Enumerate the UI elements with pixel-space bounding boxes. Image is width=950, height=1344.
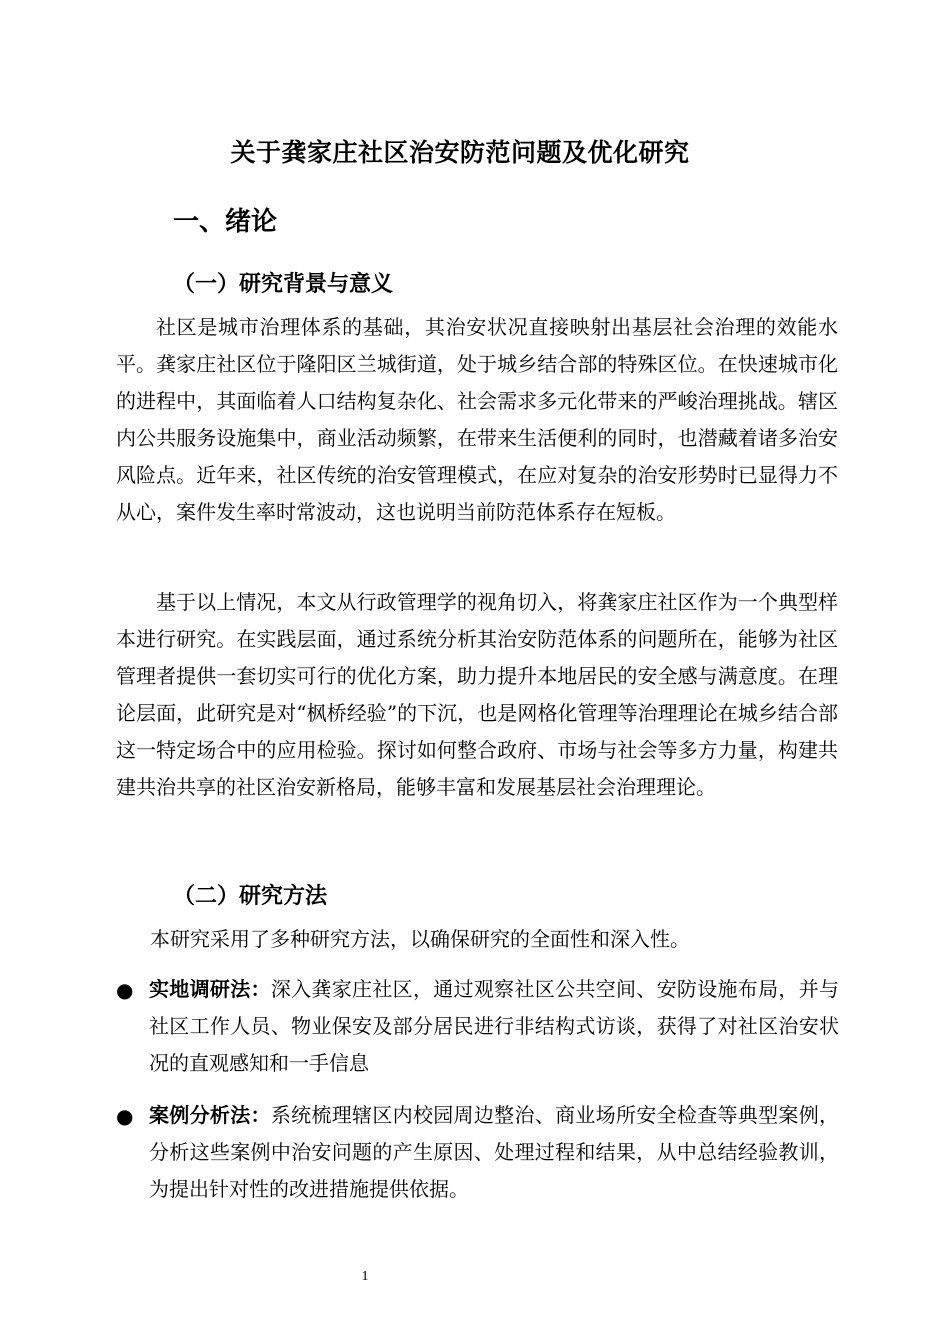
methods-intro: 本研究采用了多种研究方法，以确保研究的全面性和深入性。 (150, 927, 690, 951)
method-term: 实地调研法： (149, 977, 271, 1001)
method-description (149, 971, 839, 1082)
section-heading-introduction: 一、绪论 (173, 207, 278, 237)
method-term: 案例分析法： (149, 1103, 271, 1127)
bullet-icon: ● (116, 1104, 134, 1128)
background-paragraph-2: 基于以上情况，本文从行政管理学的视角切入，将龚家庄社区作为一个典型样本进行研究。在实践层面，通过系统分析其治安防范体系的问题所在，能够为社区管理者提供一套切实可行的优化方案，助力提升本地居民的安全感与满意度。在理论层面，此研究是对“枫桥经验”的下沉，也是网格化管理等治理理论在城乡结合部这一特定场合中的应用检验。探讨如何整合政府、市场与社会等多方力量，构建共建共治共享的社区治安新格局，能够丰富和发展基层社会治理理论。 (116, 590, 838, 799)
background-paragraph-1: 社区是城市治理体系的基础，其治安状况直接映射出基层社会治理的效能水平。龚家庄社区位于隆阳区兰城街道，处于城乡结合部的特殊区位。在快速城市化的进程中，其面临着人口结构复杂化、社会需求多元化带来的严峻治理挑战。辖区内公共服务设施集中，商业活动频繁，在带来生活便利的同时，也潜藏着诸多治安风险点。近年来，社区传统的治安管理模式，在应对复杂的治安形势时已显得力不从心，案件发生率时常波动，这也说明当前防范体系存在短板。 (116, 315, 838, 524)
subsection-heading-methods: （二）研究方法 (173, 884, 328, 909)
subsection-heading-background: （一）研究背景与意义 (173, 272, 394, 297)
method-text: 系统梳理辖区内校园周边整治、商业场所安全检查等典型案例，分析这些案例中治安问题的产生原因、处理过程和结果，从中总结经验教训，为提出针对性的改进措施提供依据。 (149, 1103, 840, 1201)
method-text: 深入龚家庄社区，通过观察社区公共空间、安防设施布局，并与社区工作人员、物业保安及部分居民进行非结构式访谈，获得了对社区治安状况的直观感知和一手信息 (149, 977, 840, 1075)
method-description (149, 1097, 839, 1208)
page-number: 1 (361, 1269, 369, 1284)
bullet-icon: ● (116, 978, 134, 1002)
document-title: 关于龚家庄社区治安防范问题及优化研究 (230, 138, 690, 167)
